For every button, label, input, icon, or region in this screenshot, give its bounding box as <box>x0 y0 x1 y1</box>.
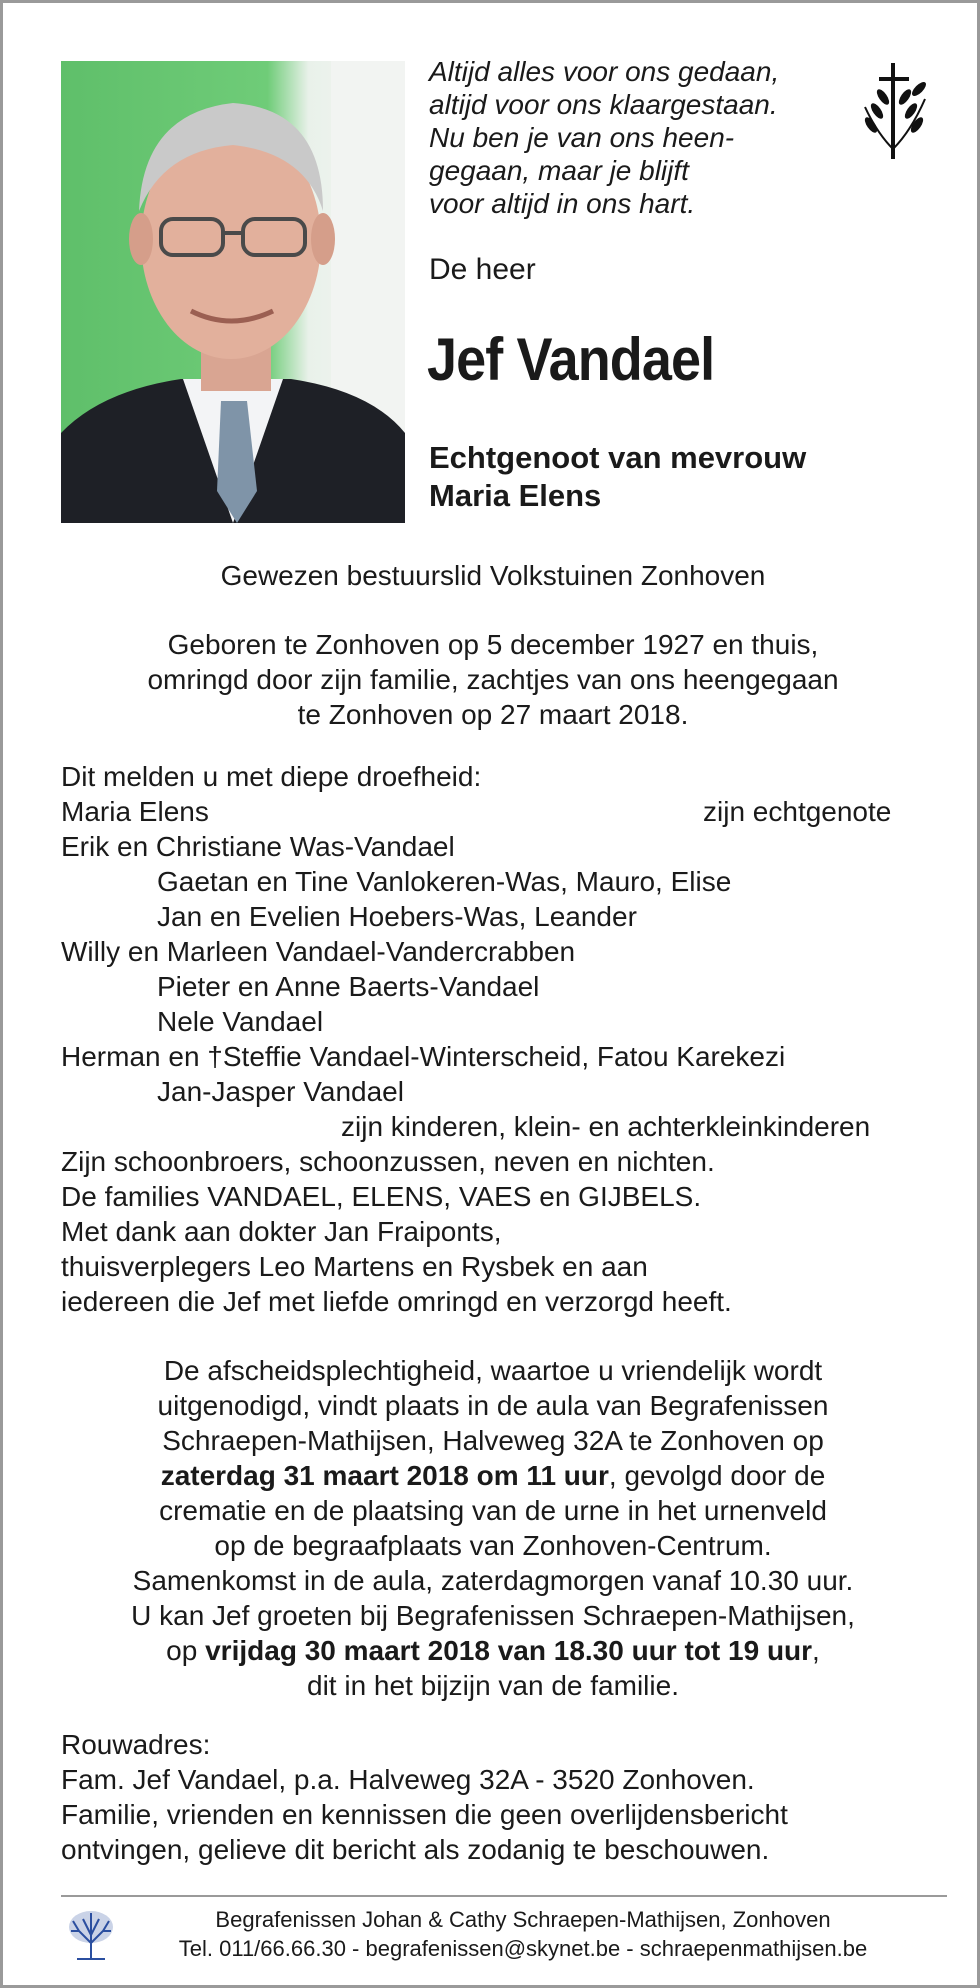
children-role: zijn kinderen, klein- en achterkleinkinderen <box>341 1111 871 1142</box>
ceremony-line: uitgenodigd, vindt plaats in de aula van Begrafenissen <box>157 1390 829 1421</box>
birth-line: omringd door zijn familie, zachtjes van ons heengegaan <box>147 664 839 695</box>
spouse-line-1: Echtgenoot van mevrouw <box>429 440 807 475</box>
family-announcement <box>61 759 931 1319</box>
ceremony-info <box>61 1353 925 1703</box>
ceremony-text: , <box>812 1635 820 1666</box>
ceremony-line: De afscheidsplechtigheid, waartoe u vriendelijk wordt <box>163 1355 823 1386</box>
ceremony-line <box>61 1458 925 1493</box>
grandchild-line: Gaetan en Tine Vanlokeren-Was, Mauro, Elise <box>157 866 732 897</box>
spouse-line-2: Maria Elens <box>429 478 602 513</box>
child-line: Herman en †Steffie Vandael-Winterscheid, Fatou Karekezi <box>61 1041 786 1072</box>
footer-divider <box>61 1895 947 1897</box>
portrait-photo <box>61 61 405 523</box>
address-line: Fam. Jef Vandael, p.a. Halveweg 32A - 3520 Zonhoven. <box>61 1764 755 1795</box>
in-laws-line: Zijn schoonbroers, schoonzussen, neven en nichten. <box>61 1146 715 1177</box>
poem-line: altijd voor ons klaargestaan. <box>429 89 778 120</box>
families-line: De families VANDAEL, ELENS, VAES en GIJBELS. <box>61 1181 702 1212</box>
grandchild-line: Jan en Evelien Hoebers-Was, Leander <box>157 901 637 932</box>
ceremony-text: op <box>166 1635 206 1666</box>
memorial-poem <box>429 55 849 220</box>
grandchild-line: Jan-Jasper Vandael <box>157 1076 404 1107</box>
cross-icon <box>853 59 935 163</box>
spouse-name: Maria Elens <box>61 796 209 827</box>
poem-line: voor altijd in ons hart. <box>429 188 696 219</box>
family-row <box>61 794 931 829</box>
poem-line: Nu ben je van ons heen- <box>429 122 735 153</box>
ceremony-line: U kan Jef groeten bij Begrafenissen Schraepen-Mathijsen, <box>131 1600 855 1631</box>
poem-line: Altijd alles voor ons gedaan, <box>429 56 780 87</box>
visitation-date: vrijdag 30 maart 2018 van 18.30 uur tot 19 uur <box>205 1635 813 1666</box>
title-prefix: De heer <box>429 253 536 286</box>
child-line: Erik en Christiane Was-Vandael <box>61 831 455 862</box>
grandchild-line: Nele Vandael <box>157 1006 324 1037</box>
funeral-home-name: Begrafenissen Johan & Cathy Schraepen-Mathijsen, Zonhoven <box>215 1907 831 1932</box>
function-line: Gewezen bestuurslid Volkstuinen Zonhoven <box>220 560 766 591</box>
ceremony-text: , gevolgd door de <box>608 1460 826 1491</box>
family-intro: Dit melden u met diepe droefheid: <box>61 761 482 792</box>
address-note: Familie, vrienden en kennissen die geen overlijdensbericht <box>61 1799 788 1830</box>
birth-line: Geboren te Zonhoven op 5 december 1927 en thuis, <box>167 629 819 660</box>
poem-line: gegaan, maar je blijft <box>429 155 689 186</box>
portrait-illustration <box>61 61 405 523</box>
ceremony-line: crematie en de plaatsing van de urne in het urnenveld <box>159 1495 827 1526</box>
grandchild-line: Pieter en Anne Baerts-Vandael <box>157 971 540 1002</box>
spouse-line <box>429 439 929 515</box>
ceremony-line: Samenkomst in de aula, zaterdagmorgen vanaf 10.30 uur. <box>132 1565 854 1596</box>
ceremony-line <box>61 1633 925 1668</box>
condolence-address <box>61 1727 931 1867</box>
birth-line: te Zonhoven op 27 maart 2018. <box>297 699 689 730</box>
child-line: Willy en Marleen Vandael-Vandercrabben <box>61 936 576 967</box>
ceremony-line: dit in het bijzijn van de familie. <box>307 1670 679 1701</box>
ceremony-date: zaterdag 31 maart 2018 om 11 uur <box>160 1460 609 1491</box>
address-heading: Rouwadres: <box>61 1729 211 1760</box>
spouse-role: zijn echtgenote <box>703 796 892 827</box>
birth-death-info <box>61 627 925 732</box>
thanks-line: thuisverplegers Leo Martens en Rysbek en aan <box>61 1251 648 1282</box>
address-note: ontvingen, gelieve dit bericht als zodanig te beschouwen. <box>61 1834 770 1865</box>
deceased-name: Jef Vandael <box>427 326 715 393</box>
funeral-home-contact: Tel. 011/66.66.30 - begrafenissen@skynet.be - schraepenmathijsen.be <box>178 1936 868 1961</box>
tree-logo-icon <box>67 1909 115 1961</box>
ceremony-line: Schraepen-Mathijsen, Halveweg 32A te Zonhoven op <box>162 1425 824 1456</box>
thanks-line: Met dank aan dokter Jan Fraiponts, <box>61 1216 502 1247</box>
funeral-home-footer <box>123 1905 923 1963</box>
ceremony-line: op de begraafplaats van Zonhoven-Centrum. <box>214 1530 772 1561</box>
thanks-line: iedereen die Jef met liefde omringd en verzorgd heeft. <box>61 1286 732 1317</box>
